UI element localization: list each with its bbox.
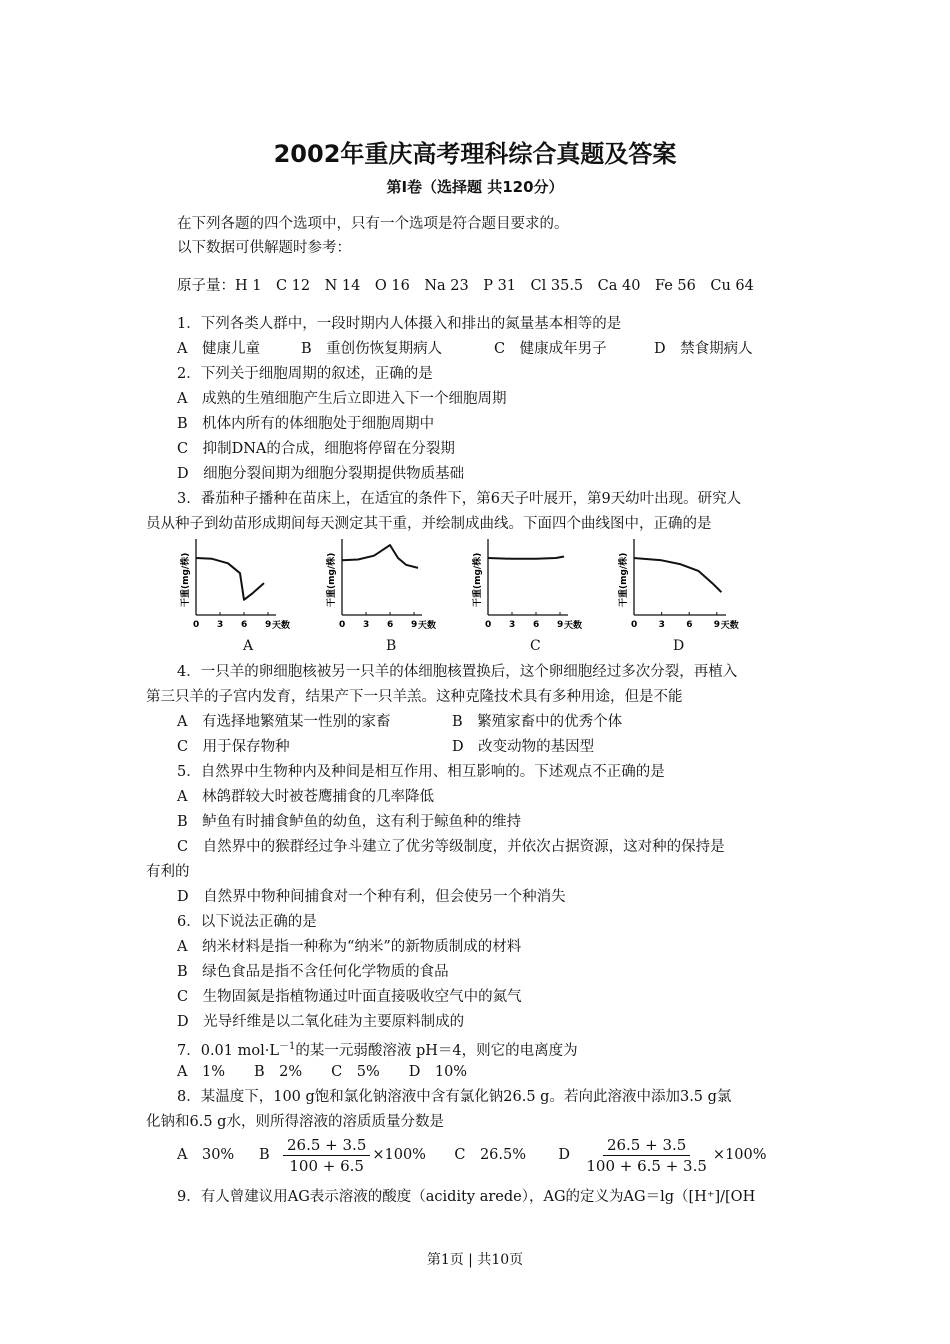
chart-b-caption: B: [386, 638, 397, 654]
chart-c: [468, 537, 596, 641]
chart-d-svg: [614, 537, 754, 637]
question-2-option-c: C 抑制DNA的合成，细胞将停留在分裂期: [177, 441, 455, 457]
series-line: [342, 545, 418, 568]
x-tick-label: 9: [557, 620, 564, 630]
option-b-letter: B: [259, 1147, 270, 1163]
chart-c-svg: [468, 537, 596, 637]
question-7-stem: [177, 1037, 578, 1061]
question-7-options: A 1% B 2% C 5% D 10%: [177, 1064, 468, 1080]
option-d-letter: D: [558, 1147, 570, 1163]
x-tick-label: 3: [658, 620, 665, 630]
x-tick-label: 9: [265, 620, 272, 630]
question-2-stem: 2．下列关于细胞周期的叙述，正确的是: [177, 366, 433, 382]
x-axis-label: 天数: [564, 621, 583, 631]
x-tick-label: 3: [217, 620, 224, 630]
x-tick-label: 6: [241, 620, 248, 630]
option-b-tail: ×100%: [372, 1147, 426, 1163]
intro-line-2: 以下数据可供解题时参考：: [177, 240, 351, 256]
chart-c-caption: C: [530, 638, 541, 654]
question-8-stem-1: 8．某温度下，100 g饱和氯化钠溶液中含有氯化钠26.5 g。若向此溶液中添加3.5 g氯: [177, 1089, 732, 1105]
x-tick-label: 9: [713, 620, 721, 630]
y-axis-label: 干重(mg/株): [473, 552, 483, 607]
option-d-tail: ×100%: [712, 1147, 767, 1163]
chart-a-caption: A: [243, 638, 254, 654]
x-tick-label: 0: [193, 620, 200, 630]
option-b-denominator: 100 + 6.5: [289, 1156, 364, 1175]
option-a: A 健康儿童: [177, 341, 260, 357]
chart-d: [614, 537, 754, 641]
question-2-option-b: B 机体内所有的体细胞处于细胞周期中: [177, 416, 435, 432]
x-axis-label: 天数: [272, 621, 291, 631]
option-d-fraction: [582, 1135, 711, 1176]
y-axis-label: 干重(mg/株): [619, 552, 629, 607]
chart-a-svg: [176, 537, 304, 637]
x-tick-label: 9: [411, 620, 418, 630]
y-axis-label: 干重(mg/株): [181, 552, 191, 607]
page-footer: 第1页 | 共10页: [426, 1252, 524, 1268]
question-2-option-d: D 细胞分裂间期为细胞分裂期提供物质基础: [177, 466, 465, 482]
question-3-stem-2: 员从种子到幼苗形成期间每天测定其干重，并绘制成曲线。下面四个曲线图中，正确的是: [146, 516, 712, 532]
option-a: A 30%: [177, 1147, 235, 1163]
x-tick-label: 6: [686, 620, 693, 630]
question-8-options: [177, 1134, 767, 1176]
question-6-option-d: D 光导纤维是以二氧化硅为主要原料制成的: [177, 1014, 465, 1030]
chart-a: [176, 537, 304, 641]
option-a: A 有选择地繁殖某一性别的家畜: [177, 714, 391, 730]
option-c: C 26.5%: [454, 1147, 527, 1163]
option-c: C 健康成年男子: [494, 341, 607, 357]
question-5-option-c-1: C 自然界中的猴群经过争斗建立了优劣等级制度，并依次占据资源，这对种的保持是: [177, 839, 725, 855]
x-tick-label: 6: [387, 620, 394, 630]
option-d: D 改变动物的基因型: [452, 739, 595, 755]
option-d-numerator: 26.5 + 3.5: [603, 1135, 690, 1156]
question-4-stem-2: 第三只羊的子宫内发育，结果产下一只羊羔。这种克隆技术具有多种用途，但是不能: [146, 689, 683, 705]
option-c: C 用于保存物种: [177, 739, 290, 755]
question-6-stem: 6．以下说法正确的是: [177, 914, 317, 930]
option-b-fraction: [283, 1135, 370, 1176]
question-4-stem-1: 4．一只羊的卵细胞核被另一只羊的体细胞核置换后，这个卵细胞经过多次分裂，再植入: [177, 664, 738, 680]
question-7-superscript: －1: [278, 1041, 296, 1052]
question-5-stem: 5．自然界中生物种内及种间是相互作用、相互影响的。下述观点不正确的是: [177, 764, 665, 780]
question-4-options-cd: [177, 737, 594, 757]
chart-b-svg: [322, 537, 450, 637]
series-line: [488, 557, 564, 559]
question-4-options-ab: [177, 712, 622, 732]
option-d-denominator: 100 + 6.5 + 3.5: [586, 1156, 707, 1175]
option-d: D 禁食期病人: [654, 341, 753, 357]
question-1-stem: 1．下列各类人群中，一段时期内人体摄入和排出的氮量基本相等的是: [177, 316, 622, 332]
atomic-mass-line: 原子量：H 1 C 12 N 14 O 16 Na 23 P 31 Cl 35.5 Ca 40 Fe 56 Cu 64: [177, 278, 754, 294]
question-9-stem: 9．有人曾建议用AG表示溶液的酸度（acidity arede），AG的定义为AG＝lg（[H⁺]/[OH: [177, 1189, 756, 1205]
question-6-option-b: B 绿色食品是指不含任何化学物质的食品: [177, 964, 449, 980]
option-b-numerator: 26.5 + 3.5: [283, 1135, 370, 1156]
question-7-stem-part-1: 7．0.01 mol·L: [177, 1042, 279, 1059]
x-tick-label: 0: [485, 620, 492, 630]
series-line: [196, 558, 264, 600]
option-b: B 重创伤恢复期病人: [301, 341, 443, 357]
document-title: 2002年重庆高考理科综合真题及答案: [273, 140, 677, 168]
question-7-stem-part-2: 的某一元弱酸溶液 pH＝4，则它的电离度为: [295, 1042, 578, 1059]
question-2-option-a: A 成熟的生殖细胞产生后立即进入下一个细胞周期: [177, 391, 507, 407]
question-6-option-c: C 生物固氮是指植物通过叶面直接吸收空气中的氮气: [177, 989, 522, 1005]
question-8-stem-2: 化钠和6.5 g水，则所得溶液的溶质质量分数是: [146, 1114, 444, 1130]
x-axis-label: 天数: [720, 621, 739, 631]
question-1-options: [177, 339, 753, 359]
intro-line-1: 在下列各题的四个选项中，只有一个选项是符合题目要求的。: [177, 216, 569, 232]
question-5-option-c-2: 有利的: [146, 864, 190, 880]
x-tick-label: 6: [533, 620, 540, 630]
section-title: 第Ⅰ卷（选择题 共120分）: [386, 178, 564, 196]
option-b: B 繁殖家畜中的优秀个体: [452, 714, 623, 730]
series-line: [634, 558, 721, 592]
x-axis-label: 天数: [418, 621, 437, 631]
question-5-option-d: D 自然界中物种间捕食对一个种有利，但会使另一个种消失: [177, 889, 566, 905]
chart-d-caption: D: [673, 638, 685, 654]
chart-b: [322, 537, 450, 641]
question-5-option-a: A 林鸽群较大时被苍鹰捕食的几率降低: [177, 789, 434, 805]
x-tick-label: 0: [339, 620, 346, 630]
y-axis-label: 干重(mg/株): [327, 552, 337, 607]
question-3-stem-1: 3．番茄种子播种在苗床上，在适宜的条件下，第6天子叶展开，第9天幼叶出现。研究人: [177, 491, 742, 507]
x-tick-label: 3: [363, 620, 370, 630]
x-tick-label: 0: [631, 620, 638, 630]
x-tick-label: 3: [509, 620, 516, 630]
question-6-option-a: A 纳米材料是指一种称为“纳米”的新物质制成的材料: [177, 939, 522, 955]
question-5-option-b: B 鲈鱼有时捕食鲈鱼的幼鱼，这有利于鲸鱼种的维持: [177, 814, 522, 830]
